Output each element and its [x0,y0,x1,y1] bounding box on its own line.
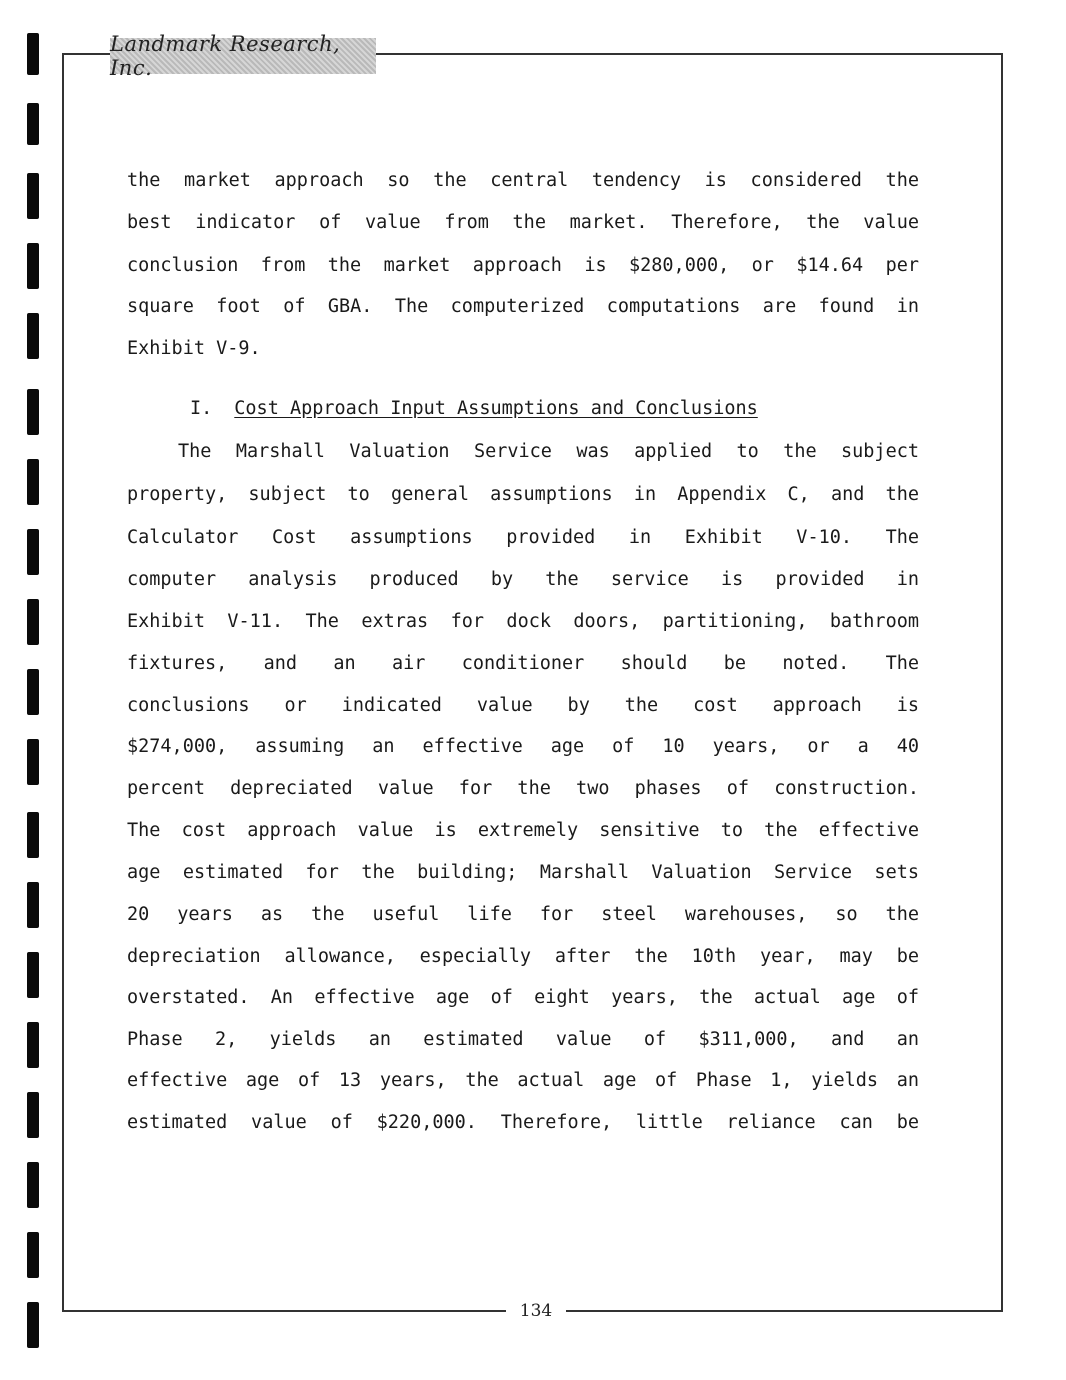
binder-mark [27,103,39,145]
binder-mark [27,952,39,998]
text-line: Exhibit V-11. The extras for dock doors, partitioning, bathroom [127,611,919,632]
page-number: 134 [506,1299,566,1323]
binder-mark [27,882,39,928]
binder-mark [27,1302,39,1348]
text-line: estimated value of $220,000. Therefore, little reliance can be [127,1112,919,1133]
text-line: Exhibit V-9. [127,338,261,359]
binder-mark [27,173,39,219]
section-heading [190,397,890,421]
binder-mark [27,1022,39,1068]
section-number: I. [190,398,213,419]
text-line: $274,000, assuming an effective age of 10 years, or a 40 [127,736,919,757]
binder-mark [27,389,39,435]
section-title: Cost Approach Input Assumptions and Conclusions [234,398,758,419]
text-line: percent depreciated value for the two phases of construction. [127,778,919,799]
binder-mark [27,459,39,505]
binder-mark [27,669,39,715]
binder-mark [27,243,39,289]
binder-mark [27,529,39,575]
text-line: depreciation allowance, especially after the 10th year, may be [127,946,919,967]
text-line: computer analysis produced by the service is provided in [127,569,919,590]
text-line: overstated. An effective age of eight years, the actual age of [127,987,919,1008]
text-line: age estimated for the building; Marshall Valuation Service sets [127,862,919,883]
text-line: conclusion from the market approach is $280,000, or $14.64 per [127,255,919,276]
company-logo [110,32,376,80]
text-line: The cost approach value is extremely sensitive to the effective [127,820,919,841]
text-line: effective age of 13 years, the actual age of Phase 1, yields an [127,1070,919,1091]
binder-mark [27,33,39,75]
text-line: Phase 2, yields an estimated value of $311,000, and an [127,1029,919,1050]
binder-mark [27,1232,39,1278]
text-line: fixtures, and an air conditioner should be noted. The [127,653,919,674]
text-line: conclusions or indicated value by the cost approach is [127,695,919,716]
text-line: square foot of GBA. The computerized computations are found in [127,296,919,317]
binder-mark [27,1162,39,1208]
text-line: 20 years as the useful life for steel warehouses, so the [127,904,919,925]
binder-mark [27,599,39,645]
binder-mark [27,1092,39,1138]
text-line: Calculator Cost assumptions provided in Exhibit V-10. The [127,527,919,548]
binder-mark [27,812,39,858]
logo-text: Landmark Research, Inc. [110,32,341,80]
text-line: The Marshall Valuation Service was applied to the subject [178,441,919,462]
text-line: the market approach so the central tendency is considered the [127,170,919,191]
text-line: property, subject to general assumptions in Appendix C, and the [127,484,919,505]
binder-mark [27,739,39,785]
text-line: best indicator of value from the market. Therefore, the value [127,212,919,233]
binder-mark [27,313,39,359]
